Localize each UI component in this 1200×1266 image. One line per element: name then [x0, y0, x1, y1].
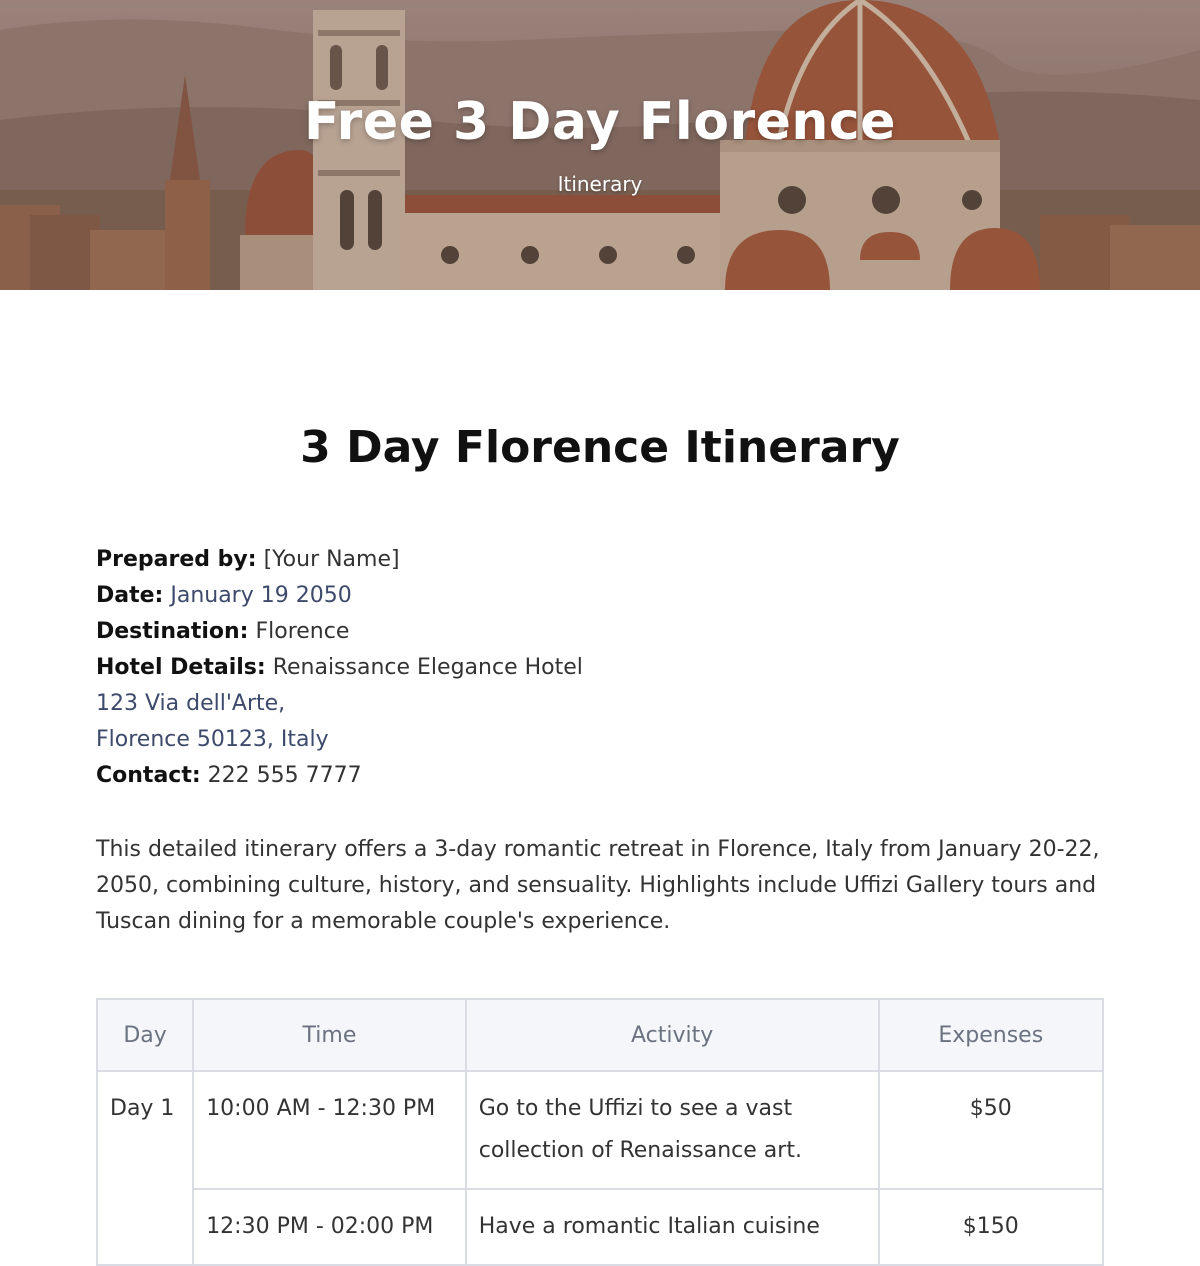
- hotel-label: Hotel Details:: [96, 655, 266, 680]
- day-cell: Day 1: [97, 1071, 193, 1265]
- hero-subtitle: Itinerary: [557, 172, 643, 196]
- document-body: [96, 290, 1104, 1266]
- hotel-address-line1: [96, 686, 1104, 722]
- destination-value: Florence: [255, 619, 350, 644]
- table-header-row: [97, 999, 1103, 1071]
- prepared-by-row: [96, 542, 1104, 578]
- date-label: Date:: [96, 583, 164, 608]
- prepared-by-label: Prepared by:: [96, 547, 257, 572]
- destination-label: Destination:: [96, 619, 249, 644]
- header-time: Time: [193, 999, 466, 1071]
- header-activity: Activity: [466, 999, 879, 1071]
- hotel-value: Renaissance Elegance Hotel: [272, 655, 583, 680]
- time-cell: 10:00 AM - 12:30 PM: [193, 1071, 466, 1189]
- hero-title: Free 3 Day Florence: [303, 92, 896, 152]
- itinerary-table: [96, 998, 1104, 1266]
- activity-cell: Go to the Uffizi to see a vast collection of Renaissance art.: [466, 1071, 879, 1189]
- expense-cell: $50: [879, 1071, 1103, 1189]
- hotel-address-line2: [96, 722, 1104, 758]
- time-cell: 12:30 PM - 02:00 PM: [193, 1189, 466, 1265]
- document-title: 3 Day Florence Itinerary: [300, 422, 900, 473]
- activity-cell: Have a romantic Italian cuisine: [466, 1189, 879, 1265]
- header-expenses: Expenses: [879, 999, 1103, 1071]
- hotel-address-street: 123 Via dell'Arte,: [96, 691, 286, 716]
- destination-row: [96, 614, 1104, 650]
- hotel-address-city: Florence 50123, Italy: [96, 727, 329, 752]
- contact-label: Contact:: [96, 763, 201, 788]
- prepared-by-value: [Your Name]: [263, 547, 400, 572]
- hotel-row: [96, 650, 1104, 686]
- header-day: Day: [97, 999, 193, 1071]
- date-value: January 19 2050: [170, 583, 352, 608]
- expense-cell: $150: [879, 1189, 1103, 1265]
- table-row: [97, 1071, 1103, 1189]
- date-row: [96, 578, 1104, 614]
- table-row: [97, 1189, 1103, 1265]
- hero-banner: [0, 0, 1200, 290]
- contact-value: 222 555 7777: [207, 763, 362, 788]
- intro-paragraph: This detailed itinerary offers a 3-day romantic retreat in Florence, Italy from January 20-22, 2050, combining culture, history, and sensuality. Highlights include Uffizi Gallery tours and Tuscan dining for a memorable couple's experience.: [96, 837, 1100, 934]
- contact-row: [96, 758, 1104, 794]
- trip-details: [96, 542, 1104, 794]
